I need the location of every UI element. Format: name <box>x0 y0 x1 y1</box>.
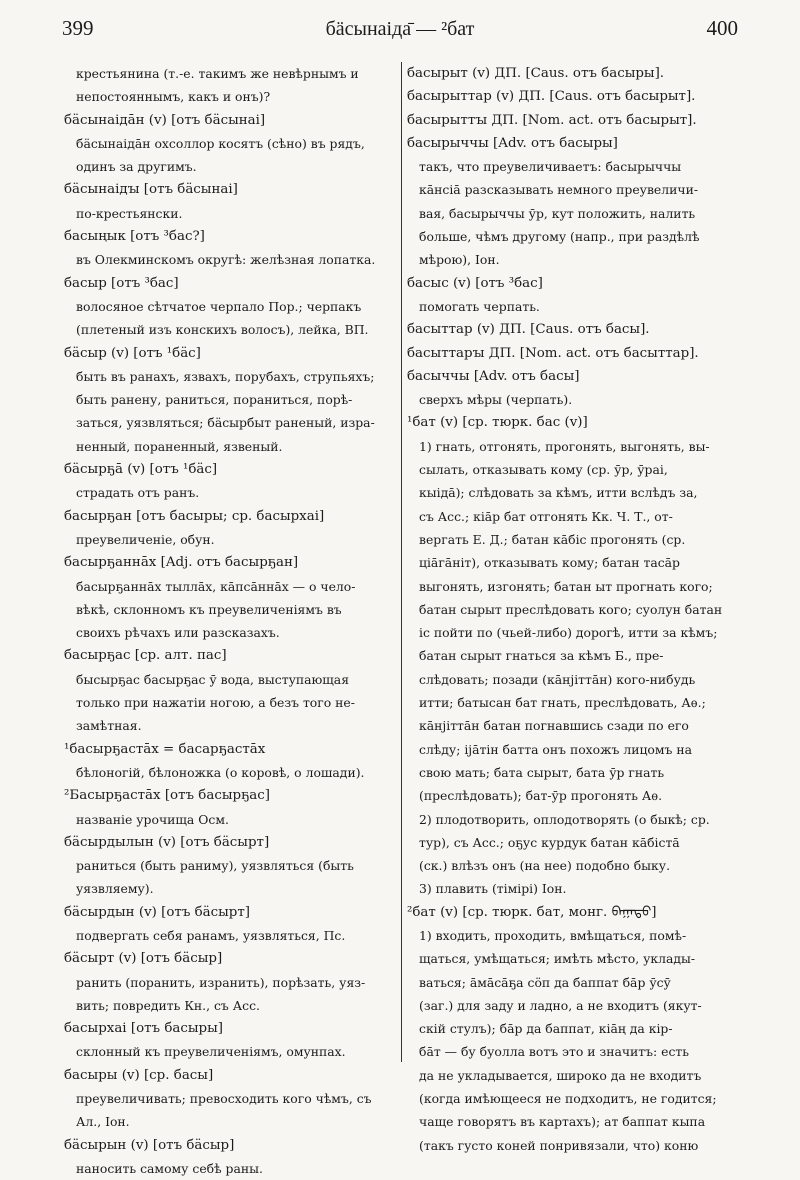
left-entry-text: ненный, пораненный, язвеный. <box>76 438 283 454</box>
right-column <box>407 62 743 1157</box>
right-entry-headword: басыттарꙑ ДП. [Nom. act. отъ басыттар]. <box>407 345 699 361</box>
right-entry-headword: басыттар (v) ДП. [Caus. отъ басы]. <box>407 322 650 338</box>
right-entry-text: 1) гнать, отгонять, прогонять, выгонять, вы- <box>419 438 710 454</box>
left-entry-text: замѣтная. <box>76 718 142 734</box>
right-entry-text: чаще говорятъ въ картахъ); ат баппат кыпа <box>419 1114 706 1130</box>
right-entry-headword: басырыттꙑ ДП. [Nom. act. отъ басырыт]. <box>407 112 697 128</box>
right-entry-text: батан сырыт преслѣдовать кого; суолун батан <box>419 601 723 617</box>
right-entry-text: 3) плавить (тімірі) Іон. <box>419 881 567 897</box>
right-entry-text: (такъ густо коней понривязали, что) коню <box>419 1137 699 1153</box>
left-entry-headword: басырҕанна̄х [Adj. отъ басырҕан] <box>64 555 299 571</box>
left-entry-text: по-крестьянски. <box>76 205 183 221</box>
page-number-left: 399 <box>62 16 94 40</box>
right-entry-text: 1) входить, проходить, вмѣщаться, помѣ- <box>419 927 687 943</box>
left-entry-headword: ²Басырҕаста̄х [отъ басырҕас] <box>64 788 270 804</box>
left-entry-text: своихъ рѣчахъ или разсказахъ. <box>76 625 280 641</box>
left-entry-text: только при нажатіи ногою, а безъ того не- <box>76 695 355 711</box>
page-header <box>62 16 738 42</box>
right-entry-headword: басырыттар (v) ДП. [Caus. отъ басырыт]. <box>407 89 696 105</box>
right-entry-text: съ Асс.; кіа̄р бат отгонять Кк. Ч. Т., от- <box>419 508 673 524</box>
right-entry-text: іс пойти по (чьей-либо) дорогѣ, итти за кѣмъ; <box>419 625 718 641</box>
right-entry-headword: басырыт (v) ДП. [Caus. отъ басыры]. <box>407 66 665 81</box>
right-entry-text: батан сырыт гнаться за кѣмъ Б., пре- <box>419 648 664 664</box>
left-entry-text: страдать отъ ранъ. <box>76 485 200 501</box>
right-entry-text: итти; батысан бат гнать, преслѣдовать, Аѳ.; <box>419 695 706 711</box>
left-entry-text: басырҕанна̄х тылла̄х, ка̄пса̄нна̄х — о чело- <box>76 578 356 594</box>
running-headwords: бӓсынаіда̄ — ²бат <box>325 18 475 40</box>
left-column <box>64 62 396 1180</box>
left-entry-text: заться, уязвляться; бӓсырбыт раненый, изра- <box>76 415 375 431</box>
left-entry-text: (плетеный изъ конскихъ волосъ), лейка, ВП. <box>76 322 369 338</box>
left-entry-text: быть въ ранахъ, язвахъ, порубахъ, струпьяхъ; <box>76 368 375 384</box>
right-entry-text: (заг.) для заду и ладно, а не входитъ (якут- <box>419 997 702 1013</box>
left-entry-text: быть ранену, раниться, пораниться, порѣ- <box>76 392 353 408</box>
right-entry-text: (когда имѣющееся не подходитъ, не годится; <box>419 1091 717 1107</box>
left-entry-headword: басырхаі [отъ басыры] <box>64 1021 223 1037</box>
right-entry-text: ка̄нсіа̄ разсказывать немного преувеличи- <box>419 182 699 198</box>
left-entry-text: непостояннымъ, какъ и онъ)? <box>76 89 271 105</box>
left-entry-text: вѣкѣ, склонномъ къ преувеличеніямъ въ <box>76 601 342 617</box>
right-entry-headword: ¹бат (v) [ср. тюрк. бас (v)] <box>407 415 588 431</box>
left-entry-headword: басыр [отъ ³бас] <box>64 275 179 291</box>
left-entry-headword: бӓсырдылын (v) [отъ бӓсырт] <box>64 834 270 850</box>
right-entry-text: да не укладывается, широко да не входитъ <box>419 1067 702 1083</box>
left-entry-text: уязвляему). <box>76 881 154 897</box>
right-entry-text: помогать черпать. <box>419 298 540 314</box>
left-entry-text: преувеличивать; превосходить кого чѣмъ, съ <box>76 1091 372 1107</box>
left-entry-text: крестьянина (т.-е. такимъ же невѣрнымъ и <box>76 66 359 81</box>
right-entry-text: слѣду; іја̄тін батта онъ похожъ лицомъ на <box>419 741 692 757</box>
left-entry-text: преувеличеніе, обун. <box>76 531 215 547</box>
left-entry-headword: басыңык [отъ ³бас?] <box>64 229 205 245</box>
left-entry-text: бӓсынаіда̄н охсоллор косятъ (сѣно) въ рядъ, <box>76 135 365 151</box>
left-entry-headword: бӓсырдын (v) [отъ бӓсырт] <box>64 904 251 920</box>
right-entry-text: слѣдовать; позади (ка̄нјітта̄н) кого-нибудь <box>419 671 696 687</box>
left-entry-text: бѣлоногій, бѣлоножка (о коровѣ, о лошади). <box>76 764 365 780</box>
right-entry-text: ціа̄га̄ніт), отказывать кому; батан таса̄р <box>419 555 680 571</box>
right-entry-text: выгонять, изгонять; батан ыт прогнать кого; <box>419 578 713 594</box>
left-entry-text: вить; повредить Кн., съ Асс. <box>76 997 260 1013</box>
right-entry-headword: ²бат (v) [ср. тюрк. бат, монг. ᠪᠠᠭᠠᠲᠤ] <box>407 904 657 920</box>
left-entry-text: склонный къ преувеличеніямъ, омунпах. <box>76 1044 346 1060</box>
left-entry-text: раниться (быть раниму), уязвляться (быть <box>76 858 354 874</box>
left-entry-headword: бӓсырҕа̄ (v) [отъ ¹бӓс] <box>64 462 218 478</box>
left-entry-text: волосяное сѣтчатое черпало Пор.; черпакъ <box>76 298 362 314</box>
left-entry-headword: бӓсынаідꙑ [отъ бӓсынаі] <box>64 182 238 198</box>
left-entry-headword: бӓсырын (v) [отъ бӓсыр] <box>64 1137 235 1153</box>
right-entry-text: щаться, умѣщаться; имѣть мѣсто, уклады- <box>419 951 696 967</box>
left-entry-text: подвергать себя ранамъ, уязвляться, Пс. <box>76 927 346 943</box>
right-entry-text: (ск.) влѣзъ онъ (на нее) подобно быку. <box>419 858 671 874</box>
right-entry-headword: басыччы [Adv. отъ басы] <box>407 368 580 384</box>
right-entry-text: 2) плодотворить, оплодотворять (о быкѣ; ср. <box>419 811 710 827</box>
left-entry-headword: бӓсырт (v) [отъ бӓсыр] <box>64 951 223 967</box>
left-entry-text: въ Олекминскомъ округѣ: желѣзная лопатка. <box>76 252 376 268</box>
right-entry-text: свою мать; бата сырыт, бата ӯр гнать <box>419 764 665 780</box>
right-entry-text: такъ, что преувеличиваетъ: басырыччы <box>419 159 682 175</box>
left-entry-headword: бӓсынаіда̄н (v) [отъ бӓсынаі] <box>64 112 266 128</box>
column-divider <box>401 62 402 1062</box>
right-entry-text: вергать Е. Д.; батан ка̄біс прогонять (ср. <box>419 531 686 547</box>
right-entry-text: мѣрою), Іон. <box>419 252 500 268</box>
left-entry-text: названіе урочища Осм. <box>76 811 229 827</box>
left-entry-headword: басыры (v) [ср. басы] <box>64 1067 214 1083</box>
right-entry-text: (преслѣдовать); бат-ӯр прогонять Аѳ. <box>419 788 663 804</box>
page-number-right: 400 <box>706 16 738 40</box>
left-entry-headword: басырҕас [ср. алт. пас] <box>64 648 227 664</box>
left-entry-text: ранить (поранить, изранить), порѣзать, уяз- <box>76 974 366 990</box>
left-entry-headword: басырҕан [отъ басыры; ср. басырхаі] <box>64 508 325 524</box>
right-entry-text: скій стулъ); ба̄р да баппат, кіа̄ң да кір- <box>419 1021 673 1037</box>
right-entry-text: больше, чѣмъ другому (напр., при раздѣлѣ <box>419 229 700 245</box>
right-entry-text: кыіда̄); слѣдовать за кѣмъ, итти вслѣдъ за, <box>419 485 698 501</box>
left-entry-text: наносить самому себѣ раны. <box>76 1160 263 1176</box>
right-entry-text: ка̄нјітта̄н батан погнавшись сзади по его <box>419 718 689 734</box>
left-entry-headword: бӓсыр (v) [отъ ¹бӓс] <box>64 345 201 361</box>
right-entry-text: сылать, отказывать кому (ср. ӯр, ӯраі, <box>419 462 668 478</box>
right-entry-headword: басырыччы [Adv. отъ басыры] <box>407 135 618 151</box>
right-entry-text: ба̄т — бу буолла вотъ это и значитъ: есть <box>419 1044 690 1060</box>
right-entry-text: сверхъ мѣры (черпать). <box>419 392 573 408</box>
right-entry-headword: басыс (v) [отъ ³бас] <box>407 275 543 291</box>
left-entry-headword: ¹басырҕаста̄х = басарҕаста̄х <box>64 741 266 757</box>
right-entry-text: тур), съ Асс.; оҕус курдук батан ка̄біста̄ <box>419 834 680 850</box>
left-entry-text: Ал., Іон. <box>76 1114 130 1130</box>
right-entry-text: ваться; а̄ма̄са̄ҕа сӧп да баппат ба̄р ӯсӯ <box>419 974 671 990</box>
left-entry-text: одинъ за другимъ. <box>76 159 197 175</box>
left-entry-text: бысырҕас басырҕас ӯ вода, выступающая <box>76 671 350 687</box>
right-entry-text: вая, басырыччы ӯр, кут положить, налить <box>419 205 696 221</box>
